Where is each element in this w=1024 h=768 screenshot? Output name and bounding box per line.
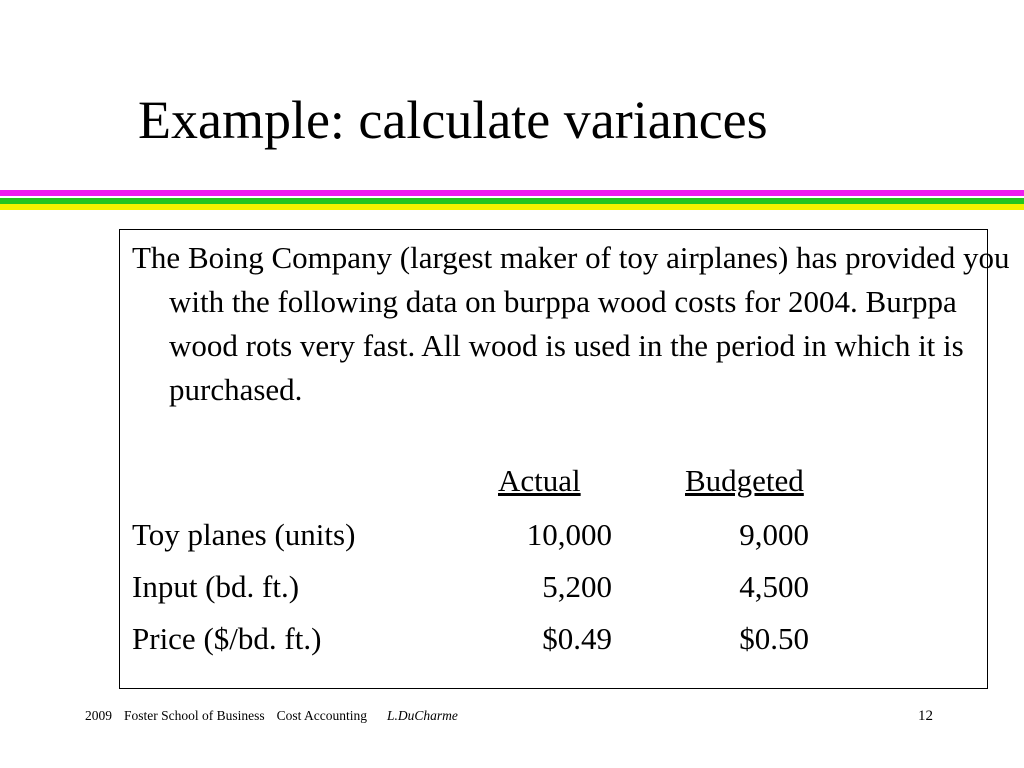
budgeted-value: 9,000 <box>739 517 809 552</box>
row-label: Toy planes (units) <box>132 517 356 552</box>
actual-value: $0.49 <box>542 621 612 656</box>
problem-intro-text: The Boing Company (largest maker of toy airplanes) has provided you with the following data on burppa wood costs for 2004. Burppa wood rots very fast. All wood is used in the period in which it is purchased. <box>132 240 1010 407</box>
actual-value: 10,000 <box>526 517 612 552</box>
table-row-toy-planes <box>132 515 977 555</box>
slide-title: Example: calculate variances <box>138 90 768 150</box>
footer-year: 2009 <box>85 708 112 723</box>
column-header-actual: Actual <box>498 463 581 498</box>
table-header-row <box>132 461 977 501</box>
budgeted-value: 4,500 <box>739 569 809 604</box>
decorative-stripe-yellow <box>0 204 1024 210</box>
table-row-price <box>132 619 977 659</box>
table-row-input <box>132 567 977 607</box>
content-box <box>119 229 1010 689</box>
actual-value: 5,200 <box>542 569 612 604</box>
footer-text <box>85 708 470 724</box>
row-label: Input (bd. ft.) <box>132 569 300 604</box>
column-header-budgeted: Budgeted <box>685 463 804 498</box>
footer-author: L.DuCharme <box>387 708 458 723</box>
footer-course: Cost Accounting <box>276 708 368 723</box>
row-label: Price ($/bd. ft.) <box>132 621 322 656</box>
budgeted-value: $0.50 <box>739 621 809 656</box>
footer-school: Foster School of Business <box>124 708 265 723</box>
page-number: 12 <box>918 708 933 724</box>
